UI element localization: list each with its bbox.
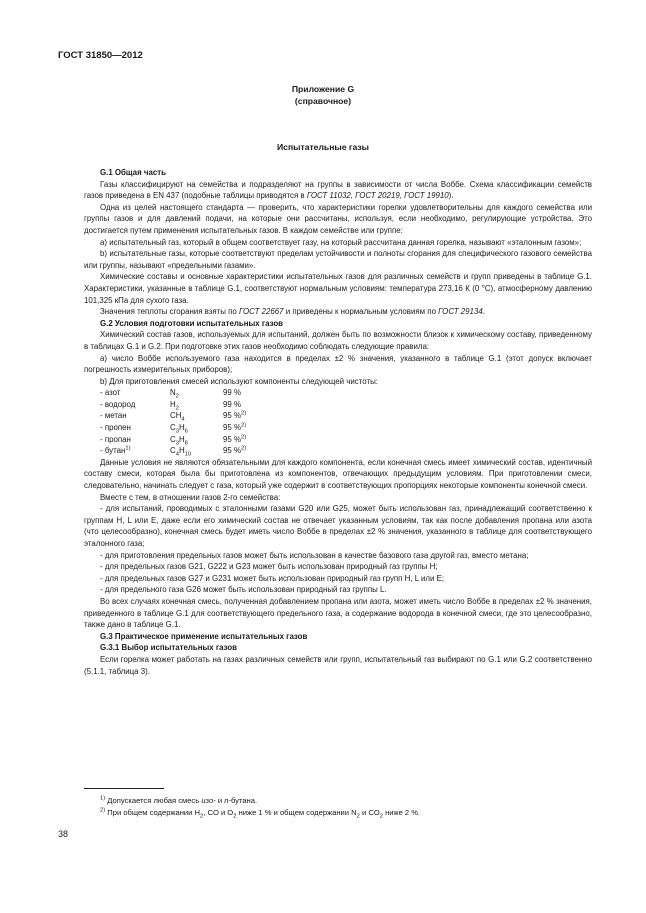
document-header: ГОСТ 31850—2012 [58, 50, 143, 61]
component-row [100, 387, 246, 399]
component-formula: $C_3H_8$ [170, 434, 188, 447]
paragraph: Данные условия не являются обязательными для каждого компонента, если конечная смесь имеет химический состав, идентичный составу смеси, которая была бы приготовлена из компонентов, отвечающих предыдущим условиям. При приготовлении смеси, следовательно, начинать следует с газа, который уже содержит в соответствующих пропорциях некоторые компоненты конечной смеси. [84, 457, 592, 491]
paragraph: Во всех случаях конечная смесь, полученная добавлением пропана или азота, может иметь число Воббе в пределах ±2 % значения, приведенного в таблице G.1 для соответствующего предельного газа, а содержание водорода в конечной смеси, где это целесообразно, также дано в таблице G.1. [84, 596, 592, 630]
section-g31-title: G.3.1 Выбор испытательных газов [100, 643, 237, 653]
component-purity: 95 %$^{2)}$ [223, 422, 247, 433]
component-row [100, 434, 246, 446]
section-g3-title: G.3 Практическое применение испытательных газов [100, 631, 308, 641]
component-name: - метан [100, 411, 127, 421]
paragraph: а) испытательный газ, который в общем соответствует газу, на который рассчитана данная горелка, называют «эталонным газом»; [100, 237, 582, 247]
component-name: - бутан$^{1)}$ [100, 445, 131, 456]
paragraph: b) Для приготовления смесей используют компоненты следующей чистоты: [100, 376, 378, 386]
page-number: 38 [58, 829, 69, 839]
paragraph: Химический состав газов, используемых для испытаний, должен быть по возможности близок к химическому составу, приведенному в таблицах G.1 и G.2. При подготовке этих газов необходимо соблюдать следующие правила: [84, 330, 592, 351]
annex-heading: Испытательные газы [277, 142, 369, 152]
component-formula: $CH_4$ [170, 411, 185, 424]
component-purity: 95 %$^{2)}$ [223, 434, 247, 444]
component-formula: $H_2$ [170, 399, 179, 412]
paragraph: Одна из целей настоящего стандарта — проверить, что характеристики горелки удовлетворительны для каждого семейства или группы газов и для давлений подачи, на которые они рассчитаны, используя, если необходимо, регулирующие устройства. Это достигается путем применения испытательных газов. В каждом семействе или группе: [84, 202, 592, 235]
footnote-separator [84, 788, 164, 789]
component-formula: $N_2$ [170, 388, 179, 400]
component-row [100, 445, 246, 457]
component-name: - пропен [100, 423, 131, 433]
component-name: - пропан [100, 434, 131, 444]
paragraph: Газы классифицируют на семейства и подразделяют на группы в зависимости от числа Воббе. Схема классификации семейств газов приведена в EN 437 (подобные таблицы приводятся в ГОСТ 11032, ГОСТ 20219, ГОСТ 19910). [84, 179, 592, 201]
component-name: - азот [100, 388, 121, 398]
section-g1-title: G.1 Общая часть [100, 168, 166, 177]
paragraph: - для испытаний, проводимых с эталонными газами G20 или G25, может быть использован газ, принадлежащий соответственно к группам Н, L или Е, даже если его химический состав не отвечает указанным условиям, так как после добавления пропана или азота (что целесообразно), конечная смесь будет иметь число Воббе в пределах ±2 % значения, указанного в таблице для соответствующего эталонного газа; [84, 504, 592, 548]
paragraph: Вместе с тем, в отношении газов 2-го семейства: [100, 492, 281, 502]
paragraph: а) число Воббе используемого газа находится в пределах ±2 % значения, указанного в таблице G.1 (этот допуск включает погрешность измерительных приборов); [84, 353, 592, 375]
component-purity: 95 %$^{2)}$ [223, 410, 247, 421]
annex-title: Приложение G [291, 84, 355, 94]
component-formula: $C_4H_{10}$ [170, 446, 192, 458]
component-row [100, 399, 246, 411]
component-row [100, 422, 246, 434]
paragraph: - для предельных газов G21, G222 и G23 может быть использован природный газ группы Н; [100, 562, 438, 572]
section-g2-title: G.2 Условия подготовки испытательных газов [100, 318, 284, 328]
paragraph: Если горелка может работать на газах различных семейств или групп, испытательный газ выбирают по G.1 или G.2 соответственно (5.1.1, таблица 3). [84, 654, 592, 676]
document-body [84, 167, 592, 677]
paragraph: Значения теплоты сгорания взяты по ГОСТ 22667 и приведены к нормальным условиям по ГОСТ 29134. [100, 307, 485, 317]
footnote-1: $^{1)}$ Допускается любая смесь изо- и n-бутана. [100, 795, 258, 805]
component-purity: 99 % [223, 399, 241, 409]
footnote-2: $^{2)}$ При общем содержании $H_2$, CO и $O_2$ ниже 1 % и общем содержании $N_2$ и $CO_2$ ниже 2 %. [100, 807, 421, 820]
component-row [100, 410, 246, 422]
paragraph: - для предельного газа G26 может быть использован природный газ группы L. [100, 585, 387, 595]
paragraph: b) испытательные газы, которые соответствуют пределам устойчивости и полноты сгорания для специфического газового семейства или группы, называют «предельными газами». [84, 249, 592, 270]
component-purity-list [100, 387, 246, 457]
paragraph: - для приготовления предельных газов может быть использован в качестве базового газа другой газ, вместо метана; [100, 550, 529, 560]
component-purity: 95 %$^{2)}$ [223, 445, 247, 456]
paragraph: Химические составы и основные характеристики испытательных газов для различных семейств и групп приведены в таблице G.1. Характеристики, указанные в таблице G.1, соответствуют нормальным условиям: температура 273,16 К (0 °С), атмосферному давлению 101,325 кПа для сухого газа. [84, 272, 592, 305]
annex-kind: (справочное) [294, 96, 352, 106]
component-name: - водород [100, 399, 136, 409]
component-purity: 99 % [223, 388, 241, 398]
paragraph: - для предельных газов G27 и G231 может быть использован природный газ групп Н, L или Е; [100, 573, 445, 583]
component-formula: $C_3H_6$ [170, 423, 188, 435]
